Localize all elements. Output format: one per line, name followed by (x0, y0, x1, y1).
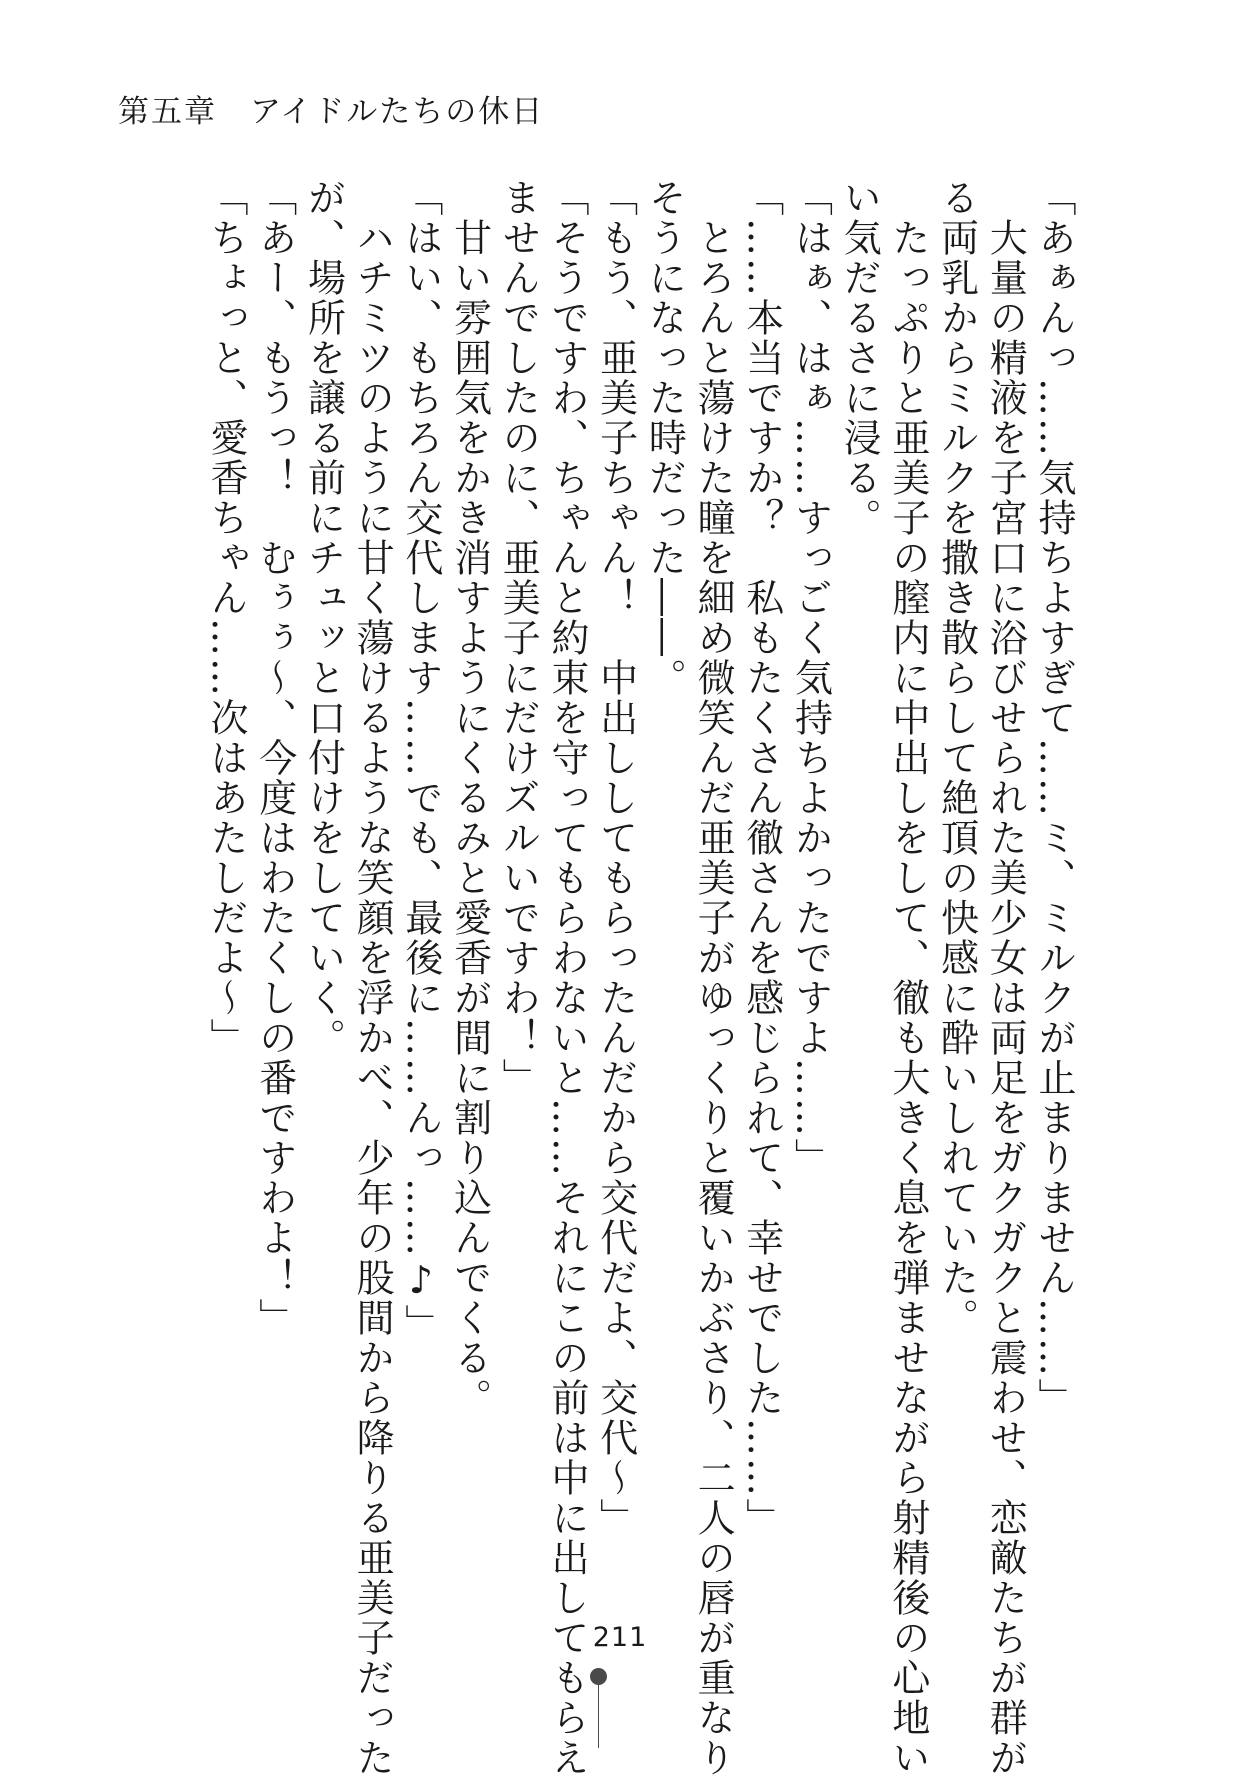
text-line: とろんと蕩けた瞳を細め微笑んだ亜美子がゆっくりと覆いかぶさり、二人の唇が重なり (691, 178, 736, 1778)
text-line: 「はい、もちろん交代します……でも、最後に……んっ……♪」 (398, 178, 443, 1344)
folio-dot-ornament (590, 1668, 607, 1685)
page-number: 211 (592, 1622, 648, 1653)
text-line: ハチミツのように甘く蕩けるような笑顔を浮かべ、少年の股間から降りる亜美子だった (350, 178, 395, 1778)
text-line: 「もう、亜美子ちゃん！ 中出ししてもらったんだから交代だよ、交代～」 (593, 178, 638, 1538)
text-line: 「あー、もうっ！ むぅぅ～、今度はわたくしの番ですわよ！」 (252, 178, 297, 1338)
text-line: そうになった時だった――。 (642, 178, 687, 698)
text-line: 「そうですわ、ちゃんと約束を守ってもらわないと……それにこの前は中に出してもらえ (544, 178, 589, 1778)
text-line: 「……本当ですか？ 私もたくさん徹さんを感じられて、幸せでした……」 (739, 178, 784, 1538)
text-line: 甘い雰囲気をかき消すようにくるみと愛香が間に割り込んでくる。 (447, 178, 492, 1418)
text-line: 「はぁ、はぁ……すっごく気持ちよかったですよ……」 (788, 178, 833, 1178)
text-line: る両乳からミルクを撒き散らして絶頂の快感に酔いしれていた。 (934, 178, 979, 1338)
text-line: ませんでしたのに、亜美子にだけズルいですわ！」 (496, 178, 541, 1098)
text-line: 「あぁんっ……気持ちよすぎて……ミ、ミルクが止まりません……」 (1032, 178, 1076, 1418)
text-line: い気だるさに浸る。 (837, 178, 882, 538)
text-line: たっぷりと亜美子の膣内に中出しをして、徹も大きく息を弾ませながら射精後の心地い (885, 178, 930, 1778)
text-line: 「ちょっと、愛香ちゃん……次はあたしだよ～」 (204, 178, 249, 1058)
folio-rule-ornament (598, 1684, 599, 1748)
running-head: 第五章 アイドルたちの休日 (118, 94, 545, 130)
text-line: 大量の精液を子宮口に浴びせられた美少女は両足をガクガクと震わせ、恋敵たちが群が (983, 178, 1028, 1778)
text-line: が、場所を譲る前にチュッと口付けをしていく。 (301, 178, 346, 1058)
